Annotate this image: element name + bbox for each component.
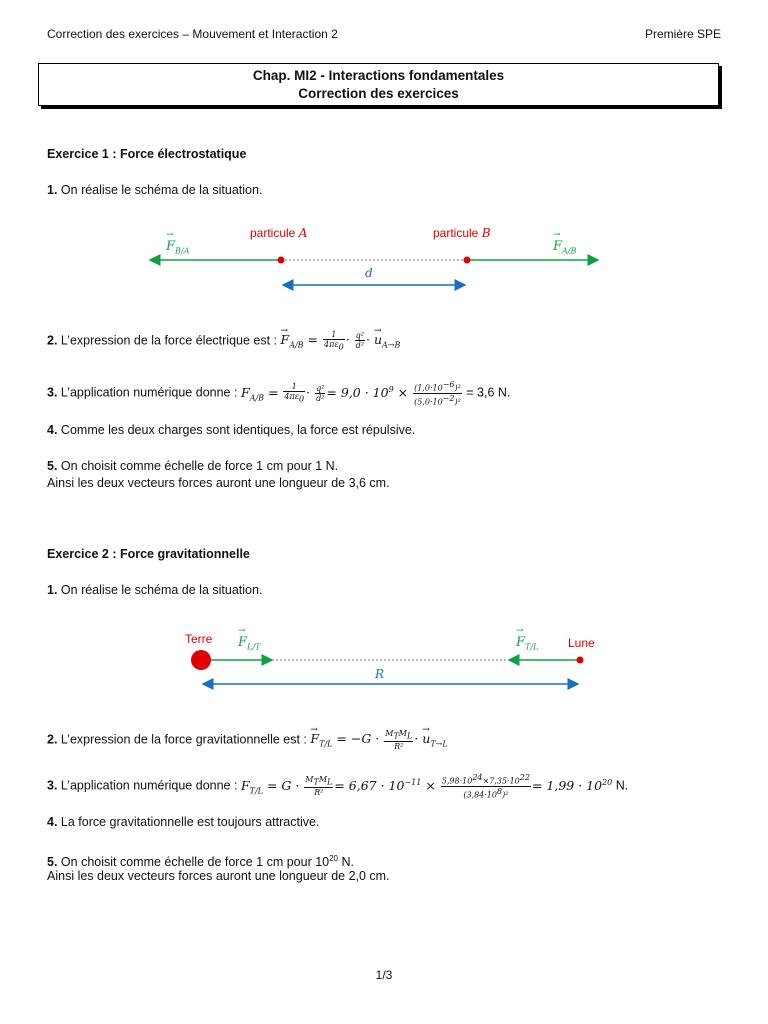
ex2-q3-text: L’application numérique donne : — [60, 778, 238, 793]
ex1-q3-formula: $F_{A/B}$ = $\frac{1}{4\pi\varepsilon_0}$ · $\frac{\text{q²}}{\text{d²}}$ = $9,0 \cdot 10^9$ × $\frac{(1,0\cdot 10^{-6})^2}{(5,0\cdot 10^{-2})^2}$ — [240, 380, 461, 407]
ex1-q1-num: 1. — [47, 183, 58, 197]
ex1-q5-line2: Ainsi les deux vecteurs forces auront une longueur de 3,6 cm. — [47, 476, 390, 490]
ex1-q2-text: L’expression de la force électrique est : — [60, 333, 278, 348]
moon-dot — [577, 657, 584, 664]
label-particle-a: particule A — [250, 226, 308, 240]
label-force-ab: → $F_{A/B}$ — [553, 239, 576, 256]
title-line1: Chap. MI2 - Interactions fondamentales — [252, 68, 505, 83]
label-distance-d: d — [365, 266, 373, 280]
ex1-q4 — [47, 422, 415, 438]
ex2-title: Exercice 2 : Force gravitationnelle — [47, 547, 250, 561]
header-right: Première SPE — [644, 27, 721, 41]
ex1-q1-text: On réalise le schéma de la situation. — [60, 183, 263, 197]
label-lune: Lune — [568, 636, 595, 650]
ex2-q5-text: On choisit comme échelle de force 1 cm pour 10 — [60, 855, 330, 870]
label-force-lt: → $F_{L/T}$ — [238, 635, 260, 652]
header-left: Correction des exercices – Mouvement et Interaction 2 — [47, 27, 338, 41]
ex1-q2 — [47, 330, 400, 354]
ex2-q1-num: 1. — [47, 583, 58, 597]
label-force-tl: → $F_{T/L}$ — [516, 635, 538, 652]
ex2-q4-num: 4. — [47, 815, 58, 829]
ex2-q2-text: L’expression de la force gravitationnelle est : — [60, 732, 307, 747]
ex2-q1-text: On réalise le schéma de la situation. — [60, 583, 263, 597]
ex1-q5 — [47, 458, 338, 474]
ex2-q3-formula: $F_{T/L} = G$ · $\frac{M_TM_L}{\text{R²}}$ = $6,67 \cdot 10^{-11}$ × $\frac{5,98\cdot 10^{24}\times 7,35\cdot 10^{22}}{(3,84\cdot 10^8)^2}$ = $1,99 \cdot 10^{20}$ — [240, 773, 613, 800]
ex2-q3-num: 3. — [47, 778, 58, 793]
ex2-q3 — [47, 773, 628, 799]
ex1-q2-num: 2. — [47, 333, 58, 348]
ex1-q4-num: 4. — [47, 423, 58, 437]
title-line2: Correction des exercices — [298, 86, 459, 101]
ex2-q2 — [47, 729, 448, 753]
ex1-q3-text: L’application numérique donne : — [60, 385, 238, 400]
ex1-q3-result: = 3,6 N. — [466, 385, 511, 400]
label-distance-r: R — [375, 667, 385, 681]
label-particle-b: particule B — [433, 226, 491, 240]
ex1-q3 — [47, 380, 510, 406]
ex1-q4-text: Comme les deux charges sont identiques, la force est répulsive. — [60, 423, 416, 437]
ex2-q1 — [47, 582, 262, 598]
ex1-q5-num: 5. — [47, 459, 58, 473]
ex2-q2-formula: → $F_{T/L} = -G$ · $\frac{M_TM_L}{\text{R²}}$ · → $u_{T\to L}$ — [310, 731, 447, 746]
ex1-q2-formula: → $F_{A/B}$ = $\frac{1}{4\pi\varepsilon_0}$ · $\frac{\text{q²}}{\text{d²}}$ · → $u_{A\to B}$ — [281, 332, 401, 347]
ex1-q3-num: 3. — [47, 385, 58, 400]
ex1-title: Exercice 1 : Force électrostatique — [47, 147, 247, 161]
ex2-q3-result: N. — [615, 778, 629, 793]
ex2-q4 — [47, 814, 319, 830]
ex1-q1 — [47, 182, 262, 198]
ex2-q2-num: 2. — [47, 732, 58, 747]
ex2-q5-exp: 20 — [329, 854, 339, 863]
label-terre: Terre — [185, 632, 213, 646]
ex2-q5-unit: N. — [338, 855, 354, 870]
label-force-ba: → $F_{B/A}$ — [166, 239, 189, 256]
ex2-q5-line2: Ainsi les deux vecteurs forces auront une longueur de 2,0 cm. — [47, 869, 390, 883]
page-number: 1/3 — [375, 968, 393, 982]
ex2-q5-num: 5. — [47, 855, 58, 870]
earth-dot — [191, 650, 211, 670]
ex2-q4-text: La force gravitationnelle est toujours attractive. — [60, 815, 320, 829]
particle-b-dot — [464, 257, 471, 264]
particle-a-dot — [278, 257, 285, 264]
ex1-q5-text: On choisit comme échelle de force 1 cm pour 1 N. — [60, 459, 339, 473]
